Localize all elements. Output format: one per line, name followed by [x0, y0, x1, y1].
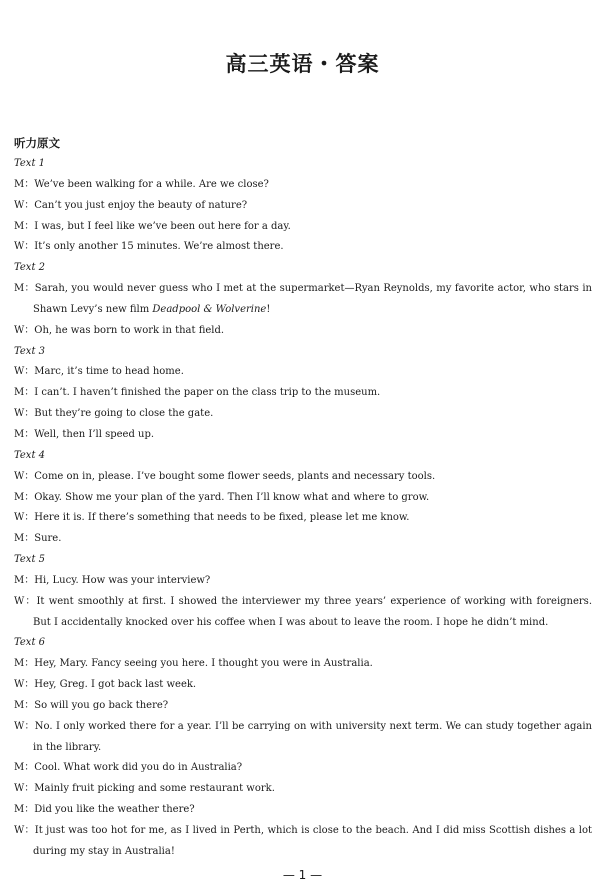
dialogue-line: W：But they’re going to close the gate. — [14, 408, 214, 420]
dialogue-line: M：Well, then I’ll speed up. — [14, 428, 155, 440]
dialogue-line: W：It’s only another 15 minutes. We’re almost there. — [14, 241, 284, 253]
dialogue-line: W：It just was too hot for me, as I lived in Perth, which is close to the beach. And I did miss Scottish dishes a lot during my stay in Australia! — [14, 825, 592, 857]
dialogue-line: M：Cool. What work did you do in Australia? — [14, 762, 243, 774]
film-title: Deadpool & Wolverine — [152, 303, 267, 315]
dialogue-line: W：Hey, Greg. I got back last week. — [14, 679, 197, 691]
line-text: M：Sarah, you would never guess who I met at the supermarket—Ryan Reynolds, my favorite actor, who stars in Shawn Levy’s new film — [14, 283, 592, 315]
dialogue-line: W：Oh, he was born to work in that field. — [14, 324, 225, 336]
text-block-2 — [14, 258, 592, 341]
dialogue-line: M：We’ve been walking for a while. Are we close? — [14, 178, 269, 190]
dialogue-line: M：I can’t. I haven’t finished the paper on the class trip to the museum. — [14, 387, 381, 399]
dialogue-line — [14, 279, 592, 321]
text-label: Text 2 — [14, 262, 46, 274]
section-heading: 听力原文 — [14, 136, 60, 150]
dialogue-line: M：So will you go back there? — [14, 699, 169, 711]
text-label: Text 3 — [14, 345, 46, 357]
text-label: Text 4 — [14, 449, 46, 461]
text-block-4 — [14, 446, 592, 550]
dialogue-line: M：Hey, Mary. Fancy seeing you here. I thought you were in Australia. — [14, 658, 373, 670]
line-text: ! — [266, 303, 271, 315]
dialogue-line: W：Come on in, please. I’ve bought some flower seeds, plants and necessary tools. — [14, 470, 436, 482]
dialogue-line: M：Sure. — [14, 533, 62, 545]
dialogue-line: M：Did you like the weather there? — [14, 804, 195, 816]
dialogue-line: W：Marc, it’s time to head home. — [14, 366, 184, 378]
text-label: Text 6 — [14, 637, 46, 649]
dialogue-line: W：Can’t you just enjoy the beauty of nature? — [14, 199, 248, 211]
dialogue-line: W：No. I only worked there for a year. I’ll be carrying on with university next term. We can study together again in the library. — [14, 720, 592, 753]
dialogue-line: W：It went smoothly at first. I showed the interviewer my three years’ experience of working with foreigners. But I accidentally knocked over his coffee when I was about to leave the room. I hope he didn’t mind. — [14, 595, 592, 628]
dialogue-line: W：Here it is. If there’s something that needs to be fixed, please let me know. — [14, 512, 410, 524]
dialogue-line: M：I was, but I feel like we’ve been out here for a day. — [14, 220, 291, 232]
text-block-6 — [14, 633, 592, 862]
document-title: 高三英语・答案 — [225, 52, 380, 76]
dialogue-line: M：Okay. Show me your plan of the yard. Then I’ll know what and where to grow. — [14, 491, 430, 503]
text-block-3 — [14, 342, 592, 446]
page-number: — 1 — — [282, 868, 323, 882]
text-label: Text 5 — [14, 554, 46, 566]
dialogue-line: M：Hi, Lucy. How was your interview? — [14, 574, 211, 586]
dialogue-line: W：Mainly fruit picking and some restaurant work. — [14, 783, 275, 795]
transcript-content — [14, 133, 592, 863]
text-label: Text 1 — [14, 158, 46, 169]
text-block-1 — [14, 154, 592, 258]
text-block-5 — [14, 550, 592, 633]
